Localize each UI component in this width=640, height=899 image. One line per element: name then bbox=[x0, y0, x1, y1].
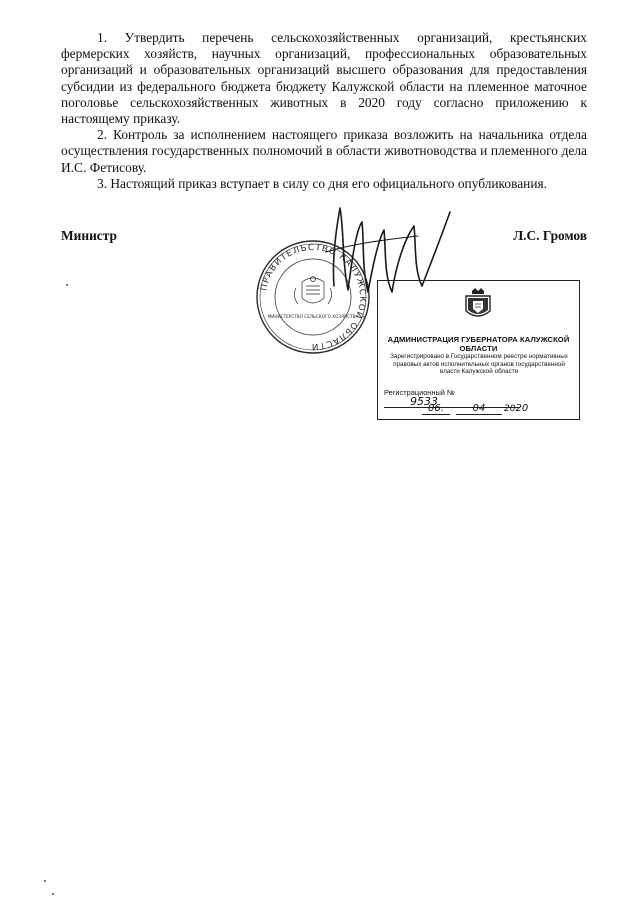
scan-speck bbox=[44, 880, 46, 882]
paragraph-3: 3. Настоящий приказ вступает в силу со дня его официального опубликования. bbox=[97, 175, 547, 191]
scan-speck bbox=[66, 284, 68, 286]
registration-date-day: 06. bbox=[422, 403, 450, 415]
stamp-organization: АДМИНИСТРАЦИЯ ГУБЕРНАТОРА КАЛУЖСКОЙ ОБЛАСТИ bbox=[387, 335, 570, 353]
registration-number-value: 9533 bbox=[384, 397, 520, 408]
stamp-registration-note: Зарегистрировано в Государственном реестре нормативных правовых актов исполнительных органов государственной власти Калужской области bbox=[390, 353, 568, 376]
signer-position: Министр bbox=[61, 228, 117, 243]
registration-stamp bbox=[377, 280, 580, 420]
paragraph-1: 1. Утвердить перечень сельскохозяйственных организаций, крестьянских фермерских хозяйств, научных организаций, профессиональных образовательных организаций и образовательных организаций высшего образования для предоставления субсидии из федерального бюджета бюджету Калужской области на племенное маточное поголовье сельскохозяйственных животных в 2020 году согласно приложению к настоящему приказу. bbox=[61, 30, 587, 127]
seal-center-text: МИНИСТЕРСТВО СЕЛЬСКОГО ХОЗЯЙСТВА bbox=[267, 314, 359, 319]
registration-date-line bbox=[422, 403, 528, 415]
registration-number-label: Регистрационный № bbox=[384, 388, 455, 397]
registration-date-month: 04 bbox=[456, 403, 502, 415]
scan-speck bbox=[52, 893, 54, 895]
paragraph-2: 2. Контроль за исполнением настоящего приказа возложить на начальника отдела осуществления государственных полномочий в области животноводства и племенного дела И.С. Фетисову. bbox=[61, 127, 587, 175]
registration-date-year-suffix: 20 bbox=[515, 403, 529, 414]
signer-name: Л.С. Громов bbox=[513, 228, 587, 243]
registration-date-year-prefix: 20 bbox=[504, 404, 516, 414]
order-body bbox=[61, 30, 587, 192]
regional-coat-of-arms-icon bbox=[462, 287, 494, 323]
seal-ring-text: ПРАВИТЕЛЬСТВО КАЛУЖСКОЙ ОБЛАСТИ bbox=[259, 242, 368, 352]
